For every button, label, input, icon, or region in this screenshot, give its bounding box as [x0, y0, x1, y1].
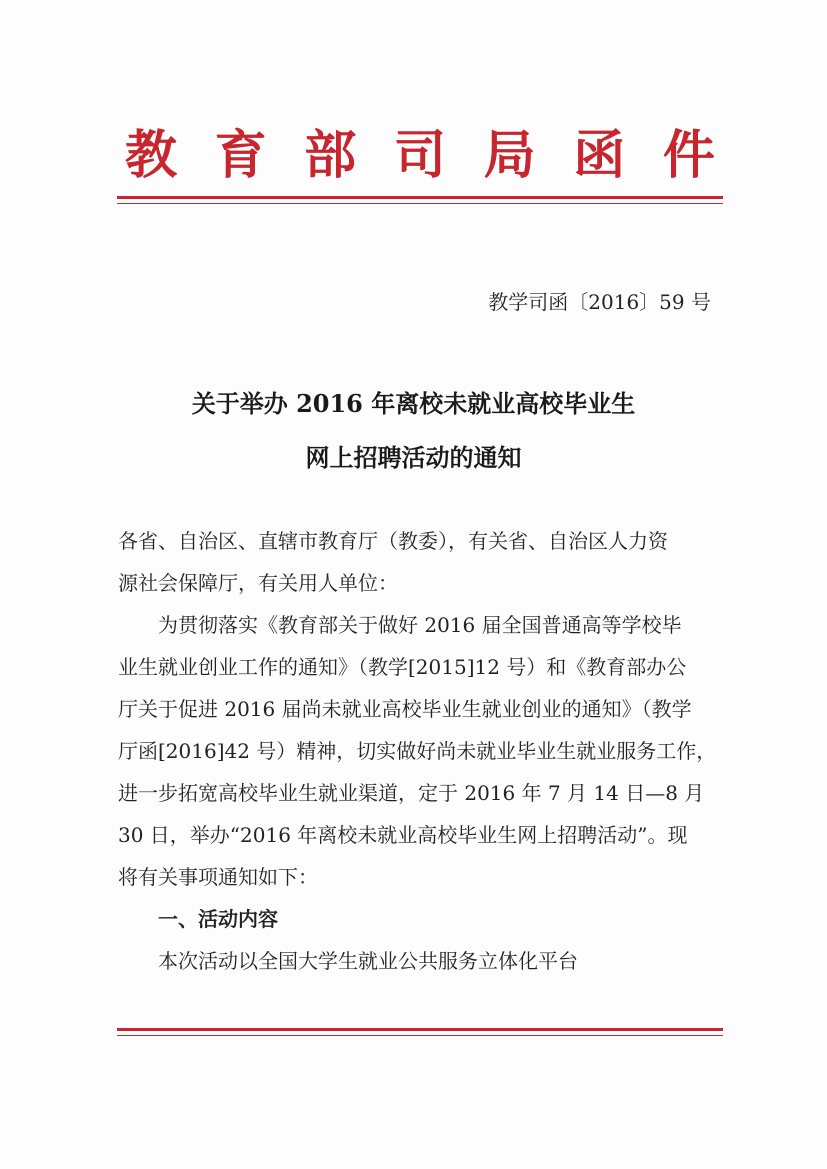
body-line: 厅关于促进 2016 届尚未就业高校毕业生就业创业的通知》（教学: [118, 697, 692, 721]
letterhead-char: 部: [304, 124, 357, 186]
document-title-line-1: 关于举办 2016 年离校未就业高校毕业生: [191, 389, 636, 418]
body-line: 源社会保障厅，有关用人单位：: [118, 571, 398, 595]
body-line: 各省、自治区、直辖市教育厅（教委），有关省、自治区人力资: [118, 529, 668, 553]
footer-rule-thick: [117, 1028, 723, 1031]
header-rule-thick: [117, 196, 723, 199]
letterhead-char: 局: [483, 124, 536, 186]
body-line: 为贯彻落实《教育部关于做好 2016 届全国普通高等学校毕: [158, 613, 682, 637]
letterhead-char: 件: [662, 124, 715, 186]
document-body: [118, 520, 718, 982]
letterhead-char: 教: [124, 124, 177, 186]
body-line: 进一步拓宽高校毕业生就业渠道，定于 2016 年 7 月 14 日—8 月: [118, 781, 705, 805]
letterhead-char: 司: [393, 124, 446, 186]
document-title-line-2: 网上招聘活动的通知: [305, 443, 522, 472]
body-line: 厅函[2016]42 号）精神，切实做好尚未就业毕业生就业服务工作，: [118, 739, 717, 763]
letterhead-title: [120, 118, 720, 186]
section-heading: 一、活动内容: [158, 907, 278, 931]
header-rule-thin: [117, 203, 723, 204]
footer-rule-thin: [117, 1035, 723, 1036]
document-number: 教学司函〔2016〕59 号: [488, 290, 711, 314]
body-line: 30 日，举办“2016 年离校未就业高校毕业生网上招聘活动”。现: [118, 823, 688, 847]
body-line: 将有关事项通知如下：: [118, 865, 318, 889]
body-line: 业生就业创业工作的通知》（教学[2015]12 号）和《教育部办公: [118, 655, 687, 679]
body-line: 本次活动以全国大学生就业公共服务立体化平台: [158, 949, 578, 973]
letterhead-char: 育: [214, 124, 267, 186]
letterhead-char: 函: [573, 124, 626, 186]
